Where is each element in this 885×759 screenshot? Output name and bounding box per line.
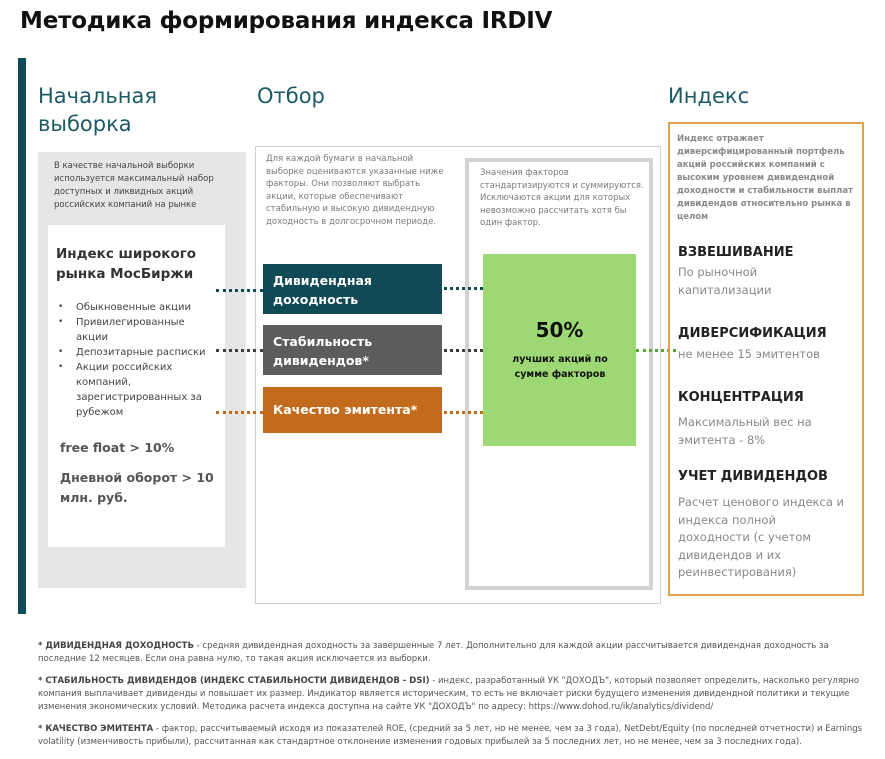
footnote-term: * ДИВИДЕНДНАЯ ДОХОДНОСТЬ xyxy=(38,641,194,651)
list-item: • Обыкновенные акции xyxy=(58,300,218,315)
connector-dotted-line xyxy=(444,411,483,414)
list-item: • Акции российских компаний, зарегистрированных за рубежом xyxy=(58,360,218,420)
factor-dividend-yield: Дивидендная доходность xyxy=(263,264,442,314)
footnote-term: * КАЧЕСТВО ЭМИТЕНТА xyxy=(38,724,154,734)
property-heading-diversification: ДИВЕРСИФИКАЦИЯ xyxy=(678,326,827,341)
column-heading-initial: Начальная выборка xyxy=(38,84,157,136)
property-value-weighting: По рыночной капитализации xyxy=(678,265,772,297)
factors-description: Значения факторов стандартизируются и суммируются. Исключаются акции для которых невозможно рассчитать хотя бы один фактор. xyxy=(480,168,644,228)
property-value-dividends: Расчет ценового индекса и индекса полной доходности (с учетом дивидендов и их реинвестирования) xyxy=(678,495,844,579)
factor-issuer-quality: Качество эмитента* xyxy=(263,387,442,433)
index-description: Индекс отражает диверсифицированный портфель акций российских компаний с высоким уровнем дивидендной доходности и стабильности выплат дивидендов относительно рынка в целом xyxy=(677,134,854,222)
connector-dotted-line xyxy=(216,411,263,414)
free-float-criterion: free float > 10% xyxy=(60,440,175,455)
initial-sample-description: В качестве начальной выборки используется максимальный набор доступных и ликвидных акций российских компаний на рынке xyxy=(54,161,214,210)
accent-bar xyxy=(18,58,26,614)
selection-description: Для каждой бумаги в начальной выборке оцениваются указанные ниже факторы. Они позволяют выбрать акции, которые обеспечивают стабильную и высокую дивидендную доходность в долгосрочном периоде. xyxy=(266,154,444,227)
property-heading-dividends: УЧЕТ ДИВИДЕНДОВ xyxy=(678,469,828,484)
result-percent: 50% xyxy=(535,318,584,342)
footnote-text: - фактор, рассчитываемый исходя из показателей ROE, (средний за 5 лет, но не менее, чем за 3 года), NetDebt/Equity (по последней отчетности) и Earnings volatility (изменчивость прибыли), рассчитанная как стандартное отклонение изменения годовых прибылей за 5 последних лет, но не менее, чем за 3 последних года). xyxy=(38,724,863,747)
footnote-dividend-stability xyxy=(38,675,868,714)
footnote-text: - средняя дивидендная доходность за завершенные 7 лет. Дополнительно для каждой акции рассчитывается дивидендная доходность за последние 12 месяцев. Если она равна нулю, то такая акция исключается из выборки. xyxy=(38,641,829,664)
connector-dotted-line xyxy=(216,289,263,292)
connector-dotted-line xyxy=(444,287,483,290)
connector-dotted-line xyxy=(444,349,483,352)
footnote-dividend-yield xyxy=(38,640,868,666)
property-heading-concentration: КОНЦЕНТРАЦИЯ xyxy=(678,390,804,405)
column-heading-selection: Отбор xyxy=(257,84,325,108)
property-heading-weighting: ВЗВЕШИВАНИЕ xyxy=(678,245,794,260)
column-heading-index: Индекс xyxy=(668,84,750,108)
security-type-list xyxy=(58,300,218,420)
connector-dotted-line xyxy=(216,349,263,352)
result-label: лучших акций по сумме факторов xyxy=(512,354,608,380)
footnote-issuer-quality xyxy=(38,723,868,749)
factor-dividend-stability: Стабильность дивидендов* xyxy=(263,325,442,375)
page-title: Методика формирования индекса IRDIV xyxy=(20,8,553,34)
list-item: • Привилегированные акции xyxy=(58,315,218,345)
footnote-term: * СТАБИЛЬНОСТЬ ДИВИДЕНДОВ (ИНДЕКС СТАБИЛЬНОСТИ ДИВИДЕНДОВ - DSI) xyxy=(38,676,430,686)
list-item: • Депозитарные расписки xyxy=(58,345,218,360)
property-value-concentration: Максимальный вес на эмитента - 8% xyxy=(678,415,812,447)
base-index-name: Индекс широкого рынка МосБиржи xyxy=(56,246,197,282)
property-value-diversification: не менее 15 эмитентов xyxy=(678,347,820,361)
result-box xyxy=(483,254,636,446)
turnover-criterion: Дневной оборот > 10 млн. руб. xyxy=(60,470,214,505)
footnote-text: - индекс, разработанный УК "ДОХОДЪ", который позволяет определить, насколько регулярно компания выплачивает дивиденды и повышает их размер. Индикатор является историческим, то есть не включает риски будущего изменения дивидендной политики и текущие изменения экономических условий. Методика расчета индекса доступна на сайте УК "ДОХОДЪ" по адресу: https://www.dohod.ru/ik/analytics/dividend/ xyxy=(38,676,860,712)
